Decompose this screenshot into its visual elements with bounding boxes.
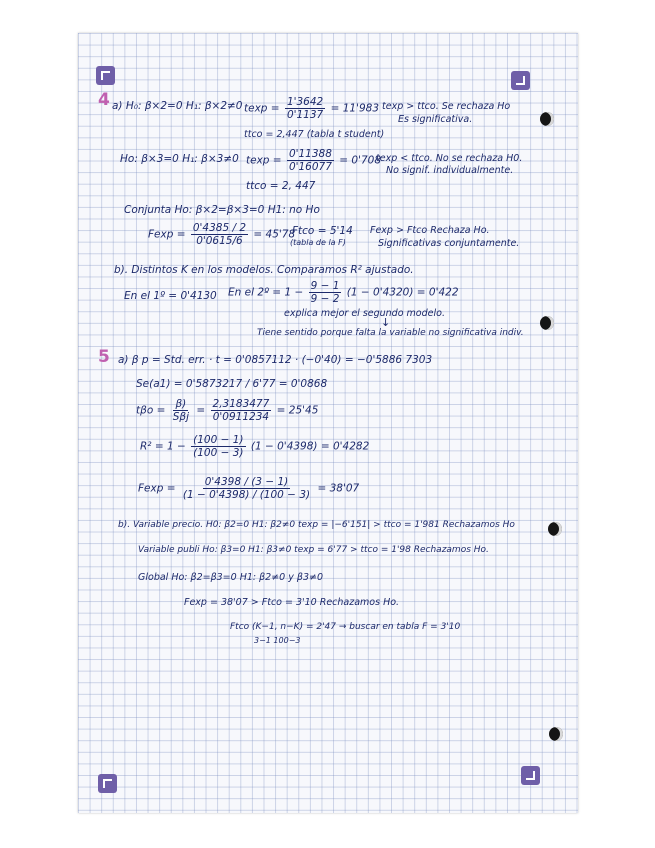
- part-b-line: 3−1 100−3: [254, 636, 301, 645]
- part-b-line: Fexp = 38'07 > Ftco = 3'10 Rechazamos Ho.: [184, 597, 400, 608]
- joint-hypothesis: Conjunta Ho: β×2=β×3=0 H1: no Ho: [124, 204, 320, 216]
- numerator: β): [175, 398, 187, 410]
- r2-comparison: En el 1º = 0'4130: [124, 290, 217, 302]
- numerator: 0'4398 / (3 − 1): [204, 476, 289, 488]
- numerator: 9 − 1: [310, 280, 340, 292]
- binder-hole-icon: [548, 522, 562, 536]
- calculation-line: Se(a1) = 0'5873217 / 6'77 = 0'0868: [136, 378, 328, 390]
- conclusion-note: Fexp > Ftco Rechaza Ho.: [370, 225, 490, 236]
- numerator: 0'11388: [288, 148, 332, 160]
- part-b-line: Global Ho: β2=β3=0 H1: β2≠0 y β3≠0: [138, 572, 323, 583]
- part-b-line: b). Variable precio. H0: β2=0 H1: β2≠0 texp = |−6'151| > ttco = 1'981 Rechazamos Ho: [118, 520, 515, 530]
- conclusion-note: No signif. individualmente.: [386, 165, 514, 176]
- denominator: 0'0911234: [212, 411, 270, 423]
- hypothesis-line: a) H₀: β×2=0 H₁: β×2≠0: [112, 100, 243, 112]
- conclusion-note: Significativas conjuntamente.: [378, 238, 520, 249]
- critical-value: ttco = 2,447 (tabla t student): [244, 129, 385, 140]
- part-b-line: Variable publi Ho: β3=0 H1: β3≠0 texp = 6'77 > ttco = 1'98 Rechazamos Ho.: [138, 545, 489, 555]
- page-corner-bottom-right-icon: [521, 766, 540, 785]
- part-b-line: b). Distintos K en los modelos. Comparamos R² ajustado.: [114, 264, 414, 276]
- denominator: 0'1137: [286, 109, 324, 121]
- explanation-note: explica mejor el segundo modelo.: [284, 308, 445, 319]
- hypothesis-line: Ho: β×3=0 H₁: β×3≠0: [120, 153, 239, 165]
- page-corner-top-right-icon: [511, 71, 530, 90]
- critical-value: Ftco = 5'14: [292, 225, 353, 237]
- denominator: Sβj: [172, 411, 190, 423]
- conclusion-note: Es significativa.: [398, 114, 473, 125]
- page-corner-top-left-icon: [96, 66, 115, 85]
- texp-formula: texp = $\frac{0'11388}{0'16077}$ = 0'708: [246, 148, 382, 173]
- binder-hole-icon: [540, 112, 554, 126]
- critical-value: ttco = 2, 447: [246, 180, 316, 192]
- conclusion-note: texp < ttco. No se rechaza H0.: [376, 153, 523, 164]
- calculation-line: a) β p = Std. err. · t = 0'0857112 · (−0'40) = −0'5886 7303: [118, 354, 433, 366]
- r2-formula: R² = 1 − $\frac{(100 - 1)}{(100 - 3)}$ (1 − 0'4398) = 0'4282: [140, 434, 370, 459]
- binder-hole-icon: [549, 727, 563, 741]
- r2-formula: En el 2º = 1 − $\frac{9 - 1}{9 - 2}$ (1 − 0'4320) = 0'422: [228, 280, 459, 305]
- part-b-line: Ftco (K−1, n−K) = 2'47 → buscar en tabla F = 3'10: [230, 622, 461, 632]
- page-corner-bottom-left-icon: [98, 774, 117, 793]
- question-number: 4: [98, 90, 110, 110]
- numerator: 0'4385 / 2: [192, 222, 247, 234]
- texp-formula: texp = $\frac{1'3642}{0'1137}$ = 11'983: [244, 96, 380, 121]
- explanation-note: Tiene sentido porque falta la variable no significativa indiv.: [257, 328, 524, 338]
- conclusion-note: texp > ttco. Se rechaza Ho: [382, 101, 511, 112]
- fexp-formula: Fexp = $\frac{0'4385 / 2}{0'0615/6}$ = 45'78: [148, 222, 296, 247]
- denominator: 0'0615/6: [196, 235, 243, 247]
- binder-hole-icon: [540, 316, 554, 330]
- denominator: 9 − 2: [310, 293, 340, 305]
- numerator: 2,3183477: [212, 398, 270, 410]
- down-arrow-icon: ↓: [381, 316, 391, 329]
- question-number: 5: [98, 347, 110, 367]
- denominator: (1 − 0'4398) / (100 − 3): [182, 489, 311, 501]
- fexp-formula: Fexp = $\frac{0'4398 / (3 - 1)}{(1 - 0'4398) / (100 - 3)}$ = 38'07: [138, 476, 360, 501]
- denominator: (100 − 3): [193, 447, 244, 459]
- numerator: (100 − 1): [193, 434, 244, 446]
- numerator: 1'3642: [286, 96, 324, 108]
- t-formula: tβo = $\frac{\beta)}{\text{Sβj}}$ = $\frac{2,3183477}{0'0911234}$ = 25'45: [136, 398, 319, 423]
- denominator: 0'16077: [288, 161, 332, 173]
- table-note: (tabla de la F): [290, 238, 346, 247]
